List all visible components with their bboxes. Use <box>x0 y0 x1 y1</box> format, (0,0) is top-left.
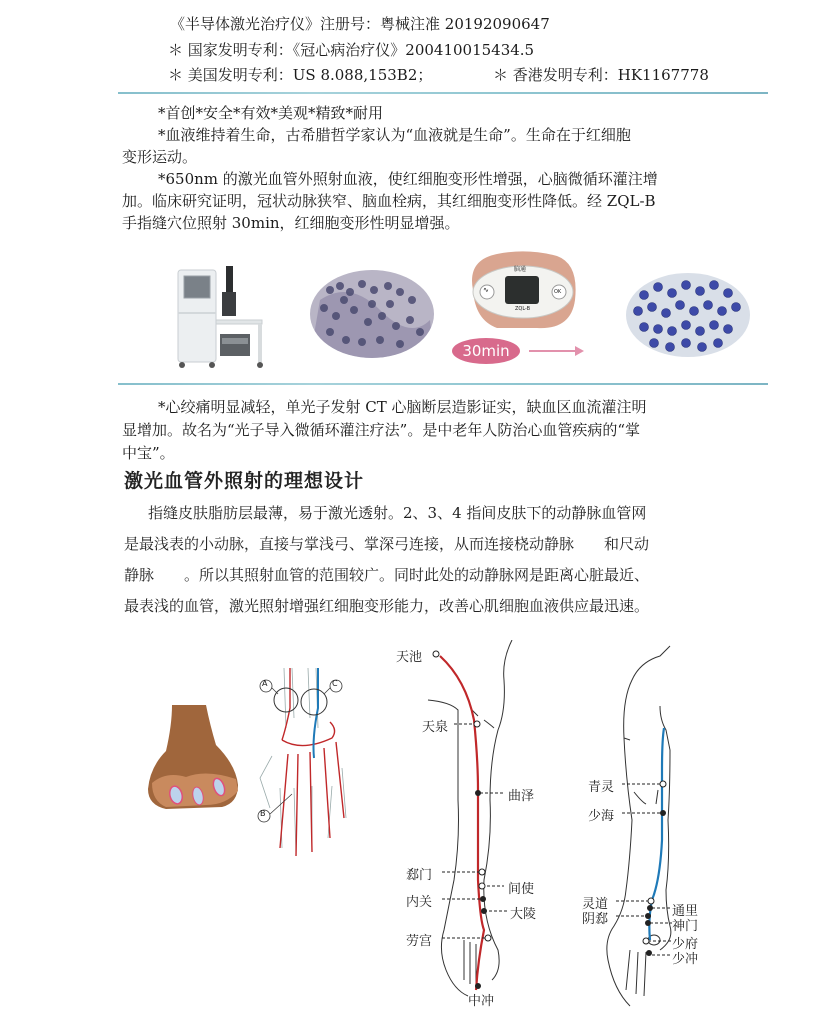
blood-life-text: *血液维持着生命，古希腊哲学家认为“血液就是生命”。生命在于红细胞 <box>158 126 631 144</box>
clinical-research-text: 加。临床研究证明，冠状动脉狭窄、脑血栓病，其红细胞变形性降低。经 ZQL-B <box>122 192 656 210</box>
acupoint-daling: 大陵 <box>510 907 537 922</box>
hk-patent: ＊ 香港发明专利：HK1167778 <box>493 66 709 84</box>
marker-c: C <box>332 679 338 688</box>
design-body <box>124 498 724 622</box>
acupoint-tongli: 通里 <box>672 904 699 919</box>
arrow-right-icon <box>529 350 577 352</box>
zql-b-result-text: 手指缝穴位照射 30min，红细胞变形性明显增强。 <box>122 214 460 232</box>
marker-b: B <box>260 809 266 818</box>
acupoint-jianshi: 间使 <box>508 882 535 897</box>
acupoint-tianchi: 天池 <box>396 650 423 665</box>
lab-analyzer-image <box>176 262 268 370</box>
acupoint-neiguan: 内关 <box>406 895 433 910</box>
national-patent: ＊ 国家发明专利：《冠心病治疗仪》200410015434.5 <box>168 41 535 59</box>
heart-meridian-diagram <box>570 640 740 1014</box>
design-line-3: 静脉 。所以其照射血管的范围较广。同时此处的动静脉网是距离心脏最近、 <box>124 566 650 584</box>
angina-relief-text: *心绞痛明显减轻，单光子发射 CT 心脑断层造影证实，缺血区血流灌注明 <box>158 398 647 416</box>
acupoint-lingdao: 灵道 <box>582 897 609 912</box>
top-divider <box>118 92 768 94</box>
device-brand-label: 脑通 <box>514 266 527 273</box>
blood-life-text-cont: 变形运动。 <box>122 148 198 166</box>
section-title: 激光血管外照射的理想设计 <box>124 470 365 492</box>
middle-divider <box>118 383 768 385</box>
device-model-label: ZQL-B <box>515 306 531 312</box>
blood-cells-before-image <box>310 270 434 358</box>
acupoint-shenmen: 神门 <box>672 919 699 934</box>
device-wave-button-icon: ∿ <box>483 286 489 294</box>
hand-irradiation-photo <box>146 705 242 810</box>
hand-vascular-diagram <box>252 668 360 858</box>
therapy-name-text: 显增加。故名为“光子导入微循环灌注疗法”。是中老年人防治心血管疾病的“掌 <box>122 421 641 439</box>
registration-number: 《半导体激光治疗仪》注册号：粤械注准 20192090647 <box>170 15 550 33</box>
design-line-4: 最表浅的血管，激光照射增强红细胞变形能力，改善心肌细胞血液供应最迅速。 <box>124 597 650 615</box>
acupoint-yinxi: 阴郄 <box>582 912 609 927</box>
acupoint-tianquan: 天泉 <box>422 720 449 735</box>
pericardium-meridian-diagram <box>380 640 580 1014</box>
acupoint-ximen: 郄门 <box>406 868 433 883</box>
effect-block <box>122 396 722 465</box>
palm-treasure-text: 中宝”。 <box>122 444 175 462</box>
acupoint-zhongchong: 中冲 <box>468 994 495 1009</box>
device-ok-button: OK <box>554 289 562 295</box>
arrow-head-icon <box>575 346 584 356</box>
laser-650nm-text: *650nm 的激光血管外照射血液，使红细胞变形性增强，心脑微循环灌注增 <box>158 170 658 188</box>
design-line-1: 指缝皮肤脂肪层最薄，易于激光透射。2、3、4 指间皮肤下的动静脉血管网 <box>148 504 647 522</box>
slogan: *首创*安全*有效*美观*精致*耐用 <box>158 104 384 122</box>
duration-pill: 30min <box>452 338 520 364</box>
features-block <box>122 102 702 234</box>
acupoint-laogong: 劳宫 <box>406 934 433 949</box>
acupoint-shaofu: 少府 <box>672 937 699 952</box>
handheld-laser-device-image <box>467 250 579 330</box>
acupoint-shaochong: 少冲 <box>672 952 699 967</box>
marker-a: A <box>262 679 268 688</box>
us-patent: ＊ 美国发明专利：US 8.088,153B2； <box>168 66 433 84</box>
blood-cells-after-image <box>626 273 750 357</box>
acupoint-shaohai: 少海 <box>588 809 615 824</box>
acupoint-quze: 曲泽 <box>508 789 535 804</box>
design-line-2: 是最浅表的小动脉，直接与掌浅弓、掌深弓连接，从而连接桡动静脉 和尺动 <box>124 535 650 553</box>
acupoint-qingling: 青灵 <box>588 780 615 795</box>
